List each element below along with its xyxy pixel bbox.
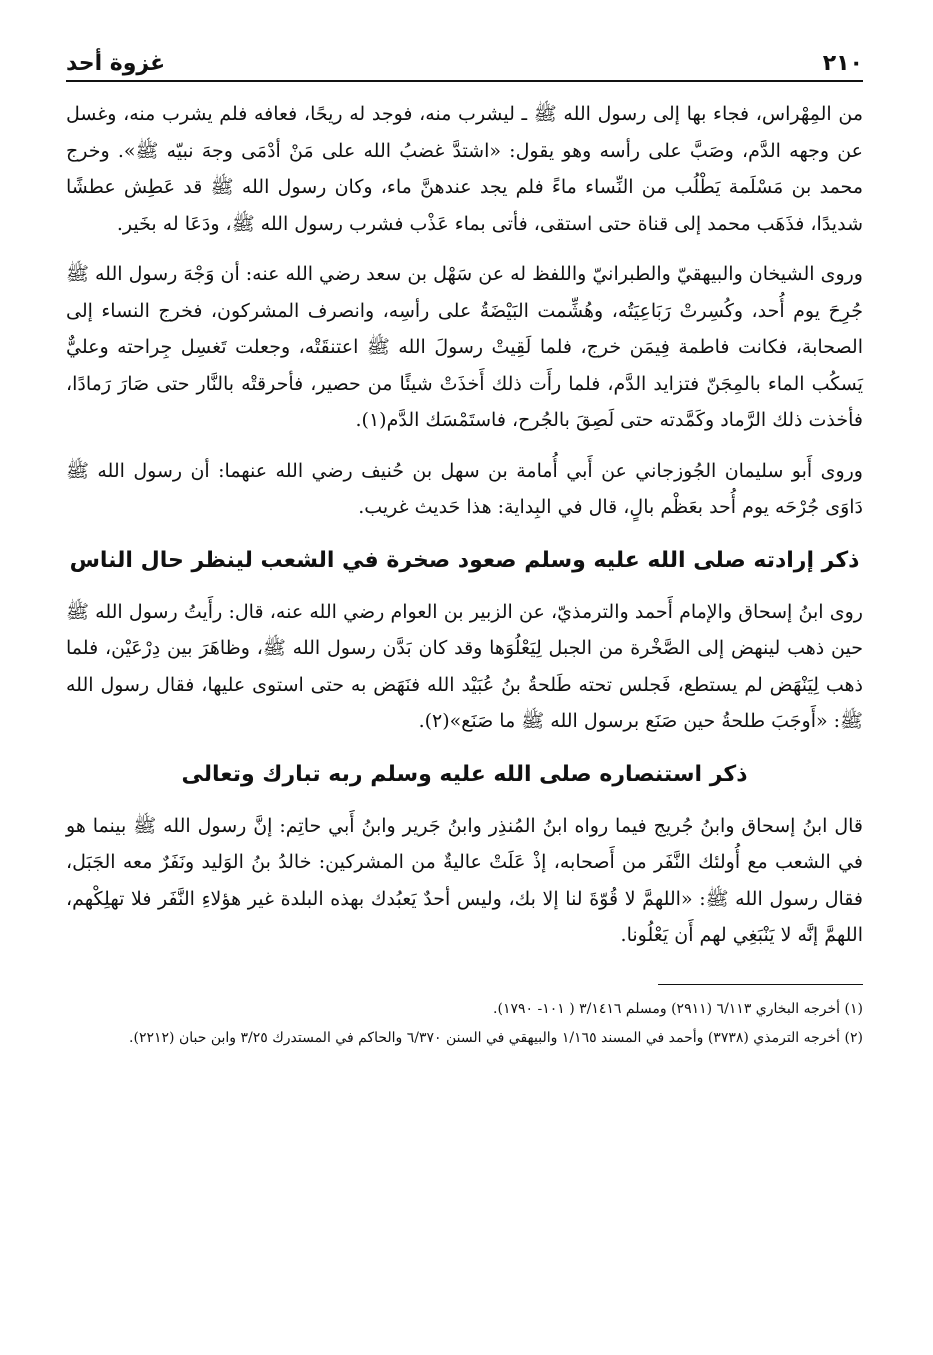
body-paragraph-4: روى ابنُ إسحاق والإمام أَحمد والترمذيّ، عن الزبير بن العوام رضي الله عنه، قال: رأَيتُ رسول الله ﷺ حين ذهب لينهض إلى الصَّخْرة من الجبل لِيَعْلُوَها وقد كان بَدَّن رسول الله ﷺ، وظاهَرَ بين دِرْعَيْن، فلما ذهب لِيَنْهَض لم يستطع، فَجلس تحته طَلحةُ بنُ عُبَيْد الله فنَهَض به حتى استوى عليها، فقال رسول الله ﷺ: «أَوجَبَ طلحةُ حين صَنَع برسول الله ﷺ ما صَنَع»(٢). [66,600,863,732]
section-heading-1: ذكر إرادته صلى الله عليه وسلم صعود صخرة في الشعب لينظر حال الناس [69,547,860,573]
header-divider [66,80,863,82]
body-paragraph-2: وروى الشيخان والبيهقيّ والطبرانيّ واللفظ له عن سَهْل بن سعد رضي الله عنه: أن وَجْهَ رسول الله ﷺ جُرِحَ يوم أُحد، وكُسِرتْ رَبَاعِيَتُه، وهُشِّمت البَيْضَةُ على رأسِه، وانصرف المشركون، فخرج النساء إلى الصحابة، فكانت فاطمة فِيمَن خرج، فلما لَقِيتْ رسولَ الله ﷺ اعتنقَتْه، وجعلت تَغسِل جِراحته وعليٌّ يَسكُب الماء بالمِجَنّ فتزايد الدَّم، فلما رأَت ذلك أَخذَتْ شيئًا من حصير، فأحرقتْه بالنَّار حتى صَارَ رَمادًا، فأخذت ذلك الرَّماد وكَمَّدته حتى لَصِقَ بالجُرح، فاستَمْسَك الدَّم(١). [66,263,863,431]
footnote-divider [658,984,863,985]
body-paragraph-5: قال ابنُ إسحاق وابنُ جُريج فيما رواه ابنُ المُنذِر وابنُ جَرير وابنُ أَبي حاتِم: إنَّ رسول الله ﷺ بينما هو في الشعب مع أُولئك النَّفَر من أَصحابه، إذْ عَلَتْ عاليةٌ من المشركين: خالدُ بنُ الوَليد ونَفَرٌ معه الجَبَل، فقال رسول الله ﷺ: «اللهمَّ لا قُوّةَ لنا إلا بك، وليس أحدٌ يَعبُدك بهذه البلدة غير هؤلاءِ النَّفَر فلا تهلِكْهم، اللهمَّ إنَّه لا يَنْبَغِي لهم أَن يَعْلُونا. [66,814,863,946]
body-paragraph-1: من المِهْراس، فجاء بها إلى رسول الله ﷺ ـ ليشرب منه، فوجد له ريحًا، فعافه فلم يشرب منه، وغسل عن وجهه الدَّم، وصَبَّ على رأسه وهو يقول: «اشتدَّ غضبُ الله على مَنْ أدْمَى وجهَ نبيّه ﷺ». وخرج محمد بن مَسْلَمة يَطْلُب من النِّساء ماءً فلم يجد عندهنَّ ماء، وكان رسول الله ﷺ قد عَطِش عطشًا شديدًا، فذَهَب محمد إلى قناة حتى استقى، فأتى بماء عَذْب فشرب رسول الله ﷺ، ودَعَا له بخَير. [66,103,863,235]
body-paragraph-3: وروى أَبو سليمان الجُوزجاني عن أَبي أُمامة بن سهل بن حُنيف رضي الله عنهما: أن رسول الله ﷺ دَاوَى جُرْحَه يوم أُحد بعَظْم بالٍ، قال في البِداية: هذا حَديث غريب. [66,459,863,518]
footnotes [66,997,863,1051]
footnote-1: (١) أخرجه البخاري ٦/١١٣ (٢٩١١) ومسلم ٣/١٤١٦ ( ١٠١- ١٧٩٠). [493,1000,863,1017]
footnote-2: (٢) أخرجه الترمذي (٣٧٣٨) وأحمد في المسند ١/١٦٥ والبيهقي في السنن ٦/٣٧٠ والحاكم في المستدرك ٣/٢٥ وابن حبان (٢٢١٢). [129,1029,863,1046]
page-header [66,40,863,76]
page-number: ٢١٠ [822,51,863,76]
running-title: غزوة أحد [66,51,166,76]
section-heading-2: ذكر استنصاره صلى الله عليه وسلم ربه تبارك وتعالى [181,761,748,787]
